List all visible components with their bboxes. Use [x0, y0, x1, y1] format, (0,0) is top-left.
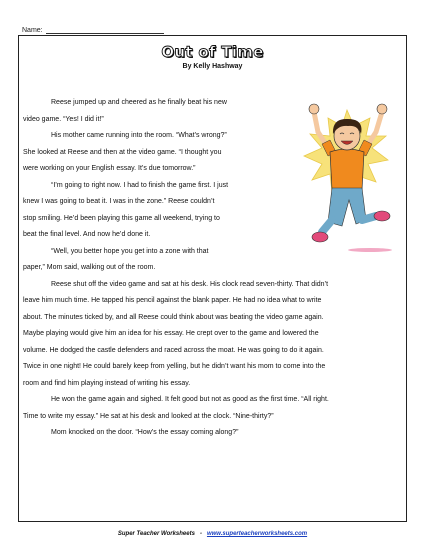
left-fist — [309, 104, 319, 114]
story-line: Maybe playing would give him an idea for his essay. He crept over to the game and lowered the — [23, 330, 319, 337]
story-line: about. The minutes ticked by, and all Reese could think about was beating the video game again. — [23, 313, 324, 321]
page-footer — [0, 531, 425, 537]
jumping-boy-illustration — [292, 92, 402, 257]
story-line: knew I was going to beat it. I was in the zone.” Reese couldn’t — [23, 198, 215, 205]
story-line: were working on your English essay. It’s due tomorrow.” — [23, 165, 196, 172]
story-line: Mom knocked on the door. “How’s the essay coming along?” — [51, 429, 239, 436]
story-line: stop smiling. He’d been playing this game all weekend, trying to — [23, 214, 220, 222]
story-line: Twice in one night! He could barely keep from yelling, but he didn’t want his mom to come into the — [23, 363, 326, 370]
footer-url-link[interactable]: www.superteacherworksheets.com — [206, 531, 308, 537]
story-line: “Well, you better hope you get into a zone with that — [51, 247, 209, 255]
story-title: Out of Time — [161, 43, 264, 61]
right-sneaker — [374, 211, 390, 221]
story-line: volume. He dodged the castle defenders and raced across the moat. He was going to do it again. — [23, 346, 324, 354]
ground-shadow — [348, 248, 392, 252]
footer-separator: - — [199, 531, 202, 537]
story-line: His mother came running into the room. “What’s wrong?” — [51, 132, 227, 139]
left-lower-leg — [322, 220, 332, 232]
story-line: beat the final level. And now he’d done it. — [23, 231, 151, 238]
name-blank-line[interactable] — [46, 26, 164, 34]
name-label: Name: — [22, 27, 43, 34]
story-line: leave him much time. He tapped his pencil against the blank paper. He had no idea what to write — [23, 297, 322, 304]
story-byline: By Kelly Hashway — [182, 63, 243, 70]
story-line: He won the game again and sighed. It felt good but not as good as the first time. “All right. — [51, 396, 329, 403]
story-line: room and find him playing instead of writing his essay. — [23, 379, 191, 387]
story-line: She looked at Reese and then at the video game. “I thought you — [23, 148, 222, 156]
left-sneaker — [312, 232, 328, 242]
story-line: paper,” Mom said, walking out of the room. — [23, 264, 156, 271]
right-fist — [377, 104, 387, 114]
story-line: Time to write my essay.” He sat at his desk and looked at the clock. “Nine-thirty?” — [23, 412, 274, 420]
story-line: video game. “Yes! I did it!” — [23, 115, 104, 123]
story-line: Reese jumped up and cheered as he finally beat his new — [51, 99, 227, 106]
name-field-row — [22, 26, 164, 34]
footer-brand: Super Teacher Worksheets — [117, 531, 195, 537]
story-line: Reese shut off the video game and sat at his desk. His clock read seven-thirty. That didn’t — [51, 280, 329, 288]
orange-shirt — [330, 149, 364, 192]
story-line: “I’m going to right now. I had to finish the game first. I just — [51, 181, 229, 189]
